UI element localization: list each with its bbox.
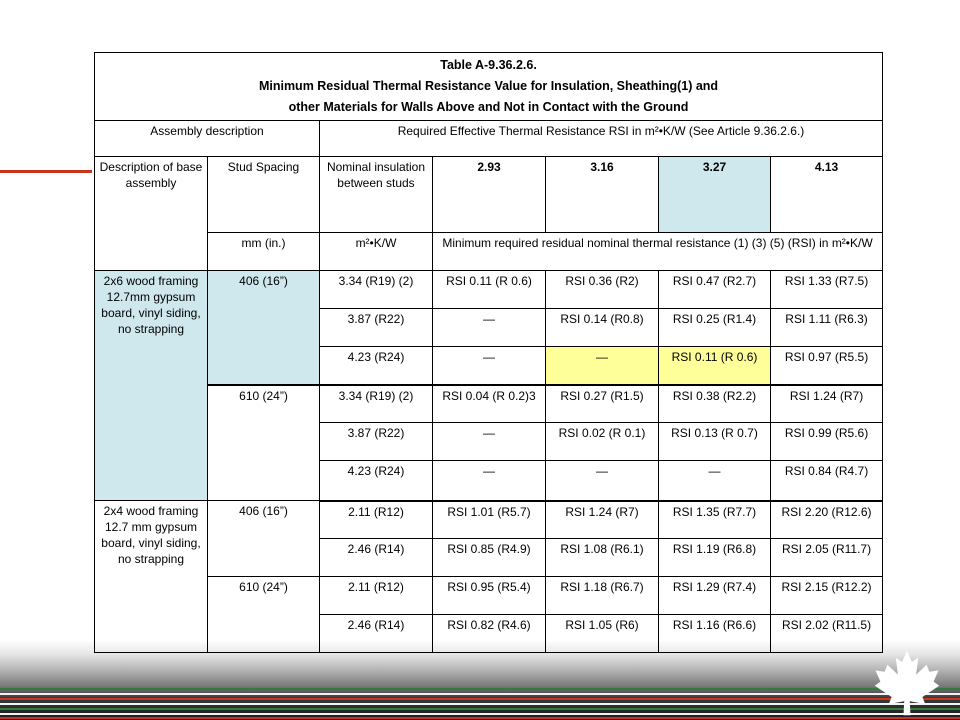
- table-cell: RSI 1.24 (R7): [546, 501, 659, 539]
- table-title-line-1: Minimum Residual Thermal Resistance Value for Insulation, Sheathing(1) and: [258, 79, 719, 93]
- table-cell: RSI 0.25 (R1.4): [659, 309, 771, 347]
- table-cell: —: [659, 461, 771, 501]
- table-cell: RSI 1.18 (R6.7): [546, 577, 659, 615]
- stud-spacing-610-2x4: 610 (24”): [208, 577, 320, 653]
- table-cell: RSI 1.29 (R7.4): [659, 577, 771, 615]
- rsi-target-2: 3.16: [546, 157, 659, 233]
- table-cell: 2.11 (R12): [320, 577, 433, 615]
- assembly-description-header: Assembly description: [95, 121, 320, 157]
- nominal-insulation-header: Nominal insulation between studs: [320, 157, 433, 233]
- table-cell-highlight: RSI 0.11 (R 0.6): [659, 347, 771, 385]
- table-cell: RSI 1.24 (R7): [771, 385, 883, 423]
- base-assembly-2x6: 2x6 wood framing 12.7mm gypsum board, vinyl siding, no strapping: [95, 271, 208, 501]
- stripe-green-2: [0, 708, 960, 710]
- maple-leaf-icon: [872, 648, 942, 718]
- stud-spacing-610-2x6: 610 (24”): [208, 385, 320, 501]
- rsi-target-1: 2.93: [433, 157, 546, 233]
- rsi-target-4: 4.13: [771, 157, 883, 233]
- table-cell: 2.11 (R12): [320, 501, 433, 539]
- table-cell: RSI 0.04 (R 0.2)3: [433, 385, 546, 423]
- table-cell: RSI 0.27 (R1.5): [546, 385, 659, 423]
- table-cell: RSI 0.47 (R2.7): [659, 271, 771, 309]
- table-cell: 3.87 (R22): [320, 309, 433, 347]
- red-accent-line: [0, 170, 92, 173]
- stud-spacing-406-2x6: 406 (16”): [208, 271, 320, 385]
- table-cell: RSI 0.85 (R4.9): [433, 539, 546, 577]
- rsi-target-3: 3.27: [659, 157, 771, 233]
- table-cell: RSI 0.84 (R4.7): [771, 461, 883, 501]
- thermal-resistance-table: [94, 52, 883, 653]
- table-cell: RSI 1.33 (R7.5): [771, 271, 883, 309]
- table-cell: —: [433, 347, 546, 385]
- table-cell: RSI 1.19 (R6.8): [659, 539, 771, 577]
- table-cell: RSI 0.82 (R4.6): [433, 615, 546, 653]
- table-title-number: Table A-9.36.2.6.: [440, 58, 537, 72]
- table-cell: 4.23 (R24): [320, 347, 433, 385]
- table-cell: RSI 2.05 (R11.7): [771, 539, 883, 577]
- table-cell: —: [433, 423, 546, 461]
- stripe-green-1: [0, 688, 960, 690]
- table-cell: 2.46 (R14): [320, 615, 433, 653]
- table-cell: RSI 2.20 (R12.6): [771, 501, 883, 539]
- table-cell: RSI 2.15 (R12.2): [771, 577, 883, 615]
- stud-spacing-header: Stud Spacing: [208, 157, 320, 233]
- stripe-red-1: [0, 698, 960, 700]
- table-cell: 4.23 (R24): [320, 461, 433, 501]
- table-cell: RSI 1.01 (R5.7): [433, 501, 546, 539]
- stud-spacing-406-2x4: 406 (16”): [208, 501, 320, 577]
- description-column-header: Description of base assembly: [95, 157, 208, 271]
- stripe-white-2: [0, 703, 960, 705]
- table-cell: RSI 1.08 (R6.1): [546, 539, 659, 577]
- stripe-red-2: [0, 717, 960, 719]
- table-cell: 2.46 (R14): [320, 539, 433, 577]
- stripe-white-3: [0, 713, 960, 715]
- table-cell: —: [433, 461, 546, 501]
- table-cell: RSI 0.36 (R2): [546, 271, 659, 309]
- table-cell: RSI 1.11 (R6.3): [771, 309, 883, 347]
- table-cell: 3.34 (R19) (2): [320, 271, 433, 309]
- table-cell: RSI 0.99 (R5.6): [771, 423, 883, 461]
- table-cell-highlight: —: [546, 347, 659, 385]
- base-assembly-2x4: 2x4 wood framing 12.7 mm gypsum board, vinyl siding, no strapping: [95, 501, 208, 653]
- table-cell: RSI 0.02 (R 0.1): [546, 423, 659, 461]
- table-cell: RSI 2.02 (R11.5): [771, 615, 883, 653]
- table-title: [95, 53, 883, 121]
- table-title-line-2: other Materials for Walls Above and Not in Contact with the Ground: [288, 100, 689, 114]
- table-cell: RSI 1.16 (R6.6): [659, 615, 771, 653]
- table-cell: 3.87 (R22): [320, 423, 433, 461]
- unit-mm-in: mm (in.): [208, 233, 320, 271]
- table-cell: RSI 0.38 (R2.2): [659, 385, 771, 423]
- table-cell: RSI 0.11 (R 0.6): [433, 271, 546, 309]
- table-cell: —: [546, 461, 659, 501]
- table-cell: RSI 0.97 (R5.5): [771, 347, 883, 385]
- table-cell: RSI 0.13 (R 0.7): [659, 423, 771, 461]
- table-cell: RSI 0.14 (R0.8): [546, 309, 659, 347]
- table-cell: RSI 1.35 (R7.7): [659, 501, 771, 539]
- table-cell: 3.34 (R19) (2): [320, 385, 433, 423]
- stripe-white-1: [0, 693, 960, 695]
- unit-m2kw: m²•K/W: [320, 233, 433, 271]
- required-rsi-header: Required Effective Thermal Resistance RSI in m²•K/W (See Article 9.36.2.6.): [320, 121, 883, 157]
- table-cell: RSI 1.05 (R6): [546, 615, 659, 653]
- min-required-header: Minimum required residual nominal thermal resistance (1) (3) (5) (RSI) in m²•K/W: [433, 233, 883, 271]
- bottom-stripes: [0, 686, 960, 720]
- table-cell: —: [433, 309, 546, 347]
- table-cell: RSI 0.95 (R5.4): [433, 577, 546, 615]
